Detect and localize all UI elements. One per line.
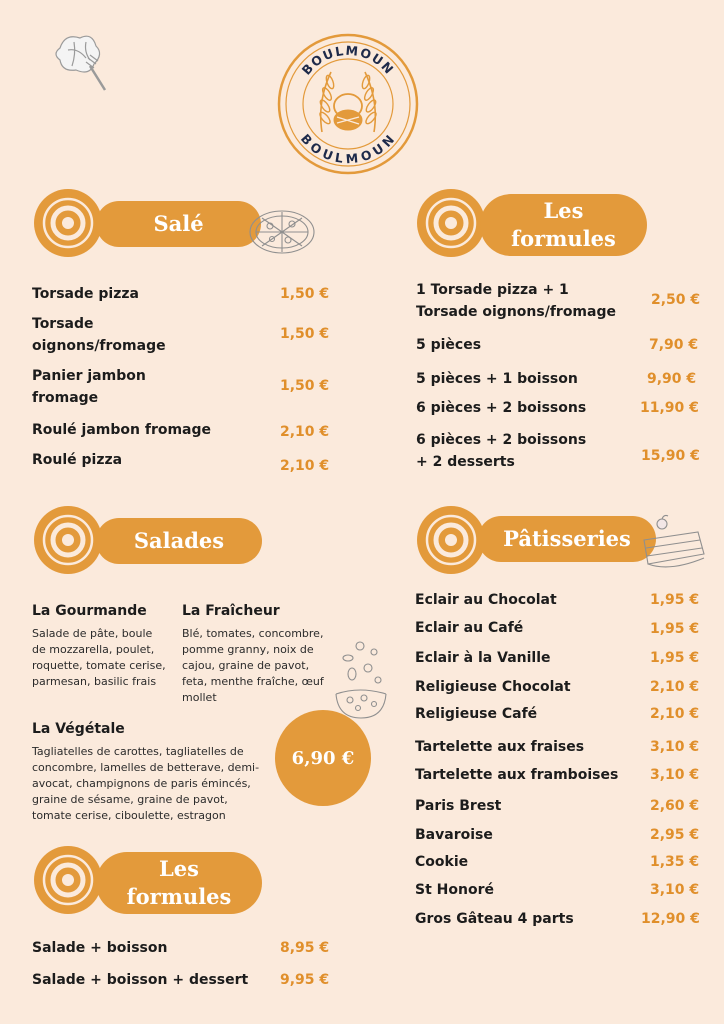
wheat-logo-icon (277, 22, 419, 184)
menu-item-name: Salade + boisson + dessert (32, 972, 249, 988)
brand-name-bottom: BOULMOUN (298, 130, 398, 166)
section-title-formules-line2: formules (511, 226, 616, 251)
menu-item-name: Religieuse Café (415, 706, 538, 722)
menu-item-price: 3,10 € (650, 767, 700, 783)
section-title-sale: Salé (153, 211, 204, 236)
vinyl-disc-icon (416, 188, 486, 258)
section-banner-salades (96, 518, 262, 564)
menu-item-price: 9,95 € (280, 972, 330, 988)
menu-item-name: Bavaroise (415, 827, 493, 843)
menu-item-price: 7,90 € (649, 337, 699, 353)
salad-price: 6,90 € (291, 747, 355, 769)
svg-text:BOULMOUN (299, 43, 398, 78)
vinyl-disc-icon (33, 188, 103, 258)
menu-item-name: Cookie (415, 854, 469, 870)
vinyl-disc-icon (33, 845, 103, 915)
section-banner-sale (96, 201, 261, 247)
salad-description: Salade de pâte, boule de mozzarella, poulet, roquette, tomate cerise, parmesan, basilic frais (32, 627, 166, 688)
vinyl-disc-icon (416, 505, 486, 575)
menu-item-name: Roulé jambon fromage (32, 422, 212, 438)
menu-item-price: 2,10 € (650, 706, 700, 722)
menu-item-name: 6 pièces + 2 boissons + 2 desserts (416, 432, 587, 470)
salad-description: Tagliatelles de carottes, tagliatelles de concombre, lamelles de betterave, demi-avocat, champignons de paris émincés, graine de sésame, graine de pavot, tomate cerise, ciboulette, estragon (32, 745, 260, 822)
menu-item-name: Torsade oignons/fromage (32, 316, 166, 354)
menu-item-price: 1,35 € (650, 854, 700, 870)
menu-item-price: 2,10 € (280, 424, 330, 440)
menu-item-price: 2,10 € (280, 458, 330, 474)
menu-item-name: Panier jambon fromage (32, 368, 146, 406)
section-banner-formules-left (96, 852, 262, 914)
menu-item-name: Tartelette aux framboises (415, 767, 619, 783)
svg-text:BOULMOUN (298, 131, 398, 166)
salad-name: La Fraîcheur (182, 603, 280, 619)
menu-item-price: 8,95 € (280, 940, 330, 956)
menu-item-name: Paris Brest (415, 798, 502, 814)
menu-item-name: Eclair au Chocolat (415, 592, 557, 608)
salad-name: La Gourmande (32, 603, 147, 619)
section-title-patisseries: Pâtisseries (503, 526, 631, 551)
menu-item-name: Torsade pizza (32, 286, 139, 302)
cake-slice-sketch-icon (640, 514, 708, 576)
section-banner-patisseries (478, 516, 656, 562)
menu-item-price: 2,50 € (651, 292, 701, 308)
menu-item-price: 3,10 € (650, 739, 700, 755)
menu-item-name: St Honoré (415, 882, 494, 898)
salad-bowl-sketch-icon (330, 638, 392, 722)
menu-item-name: 6 pièces + 2 boissons (416, 400, 587, 416)
menu-item-name: 5 pièces (416, 337, 482, 353)
menu-item-price: 1,50 € (280, 286, 330, 302)
menu-item-price: 1,50 € (280, 378, 330, 394)
menu-item-price: 3,10 € (650, 882, 700, 898)
section-banner-formules-right (480, 194, 647, 256)
menu-item-price: 15,90 € (641, 448, 700, 464)
menu-item-price: 11,90 € (640, 400, 699, 416)
pizza-sketch-icon (248, 208, 316, 256)
menu-item-price: 2,10 € (650, 679, 700, 695)
menu-item-price: 1,50 € (280, 326, 330, 342)
menu-item-name: 5 pièces + 1 boisson (416, 371, 578, 387)
menu-item-name: Salade + boisson (32, 940, 168, 956)
brand-name-top: BOULMOUN (298, 42, 398, 78)
menu-item-name: Eclair à la Vanille (415, 650, 551, 666)
menu-item-price: 12,90 € (641, 911, 700, 927)
section-title-formules-line1: Les (159, 856, 199, 881)
vinyl-disc-icon (33, 505, 103, 575)
menu-item-price: 1,95 € (650, 650, 700, 666)
menu-item-name: 1 Torsade pizza + 1 Torsade oignons/fromage (416, 282, 616, 320)
menu-item-name: Gros Gâteau 4 parts (415, 911, 574, 927)
menu-item-price: 1,95 € (650, 592, 700, 608)
menu-item-name: Tartelette aux fraises (415, 739, 585, 755)
salad-price-badge (275, 710, 371, 806)
section-title-salades: Salades (133, 528, 225, 553)
lettuce-fork-icon (50, 28, 120, 98)
salad-description: Blé, tomates, concombre, pomme granny, noix de cajou, graine de pavot, feta, menthe fraîche, œuf mollet (182, 627, 324, 704)
salad-name: La Végétale (32, 721, 125, 737)
menu-item-name: Religieuse Chocolat (415, 679, 571, 695)
section-title-formules-line1: Les (543, 198, 584, 223)
menu-item-price: 2,95 € (650, 827, 700, 843)
menu-item-price: 9,90 € (647, 371, 697, 387)
menu-item-price: 1,95 € (650, 621, 700, 637)
menu-item-name: Roulé pizza (32, 452, 123, 468)
menu-item-name: Eclair au Café (415, 620, 524, 636)
menu-item-price: 2,60 € (650, 798, 700, 814)
section-title-formules-line2: formules (126, 884, 232, 909)
brand-logo (277, 22, 419, 184)
